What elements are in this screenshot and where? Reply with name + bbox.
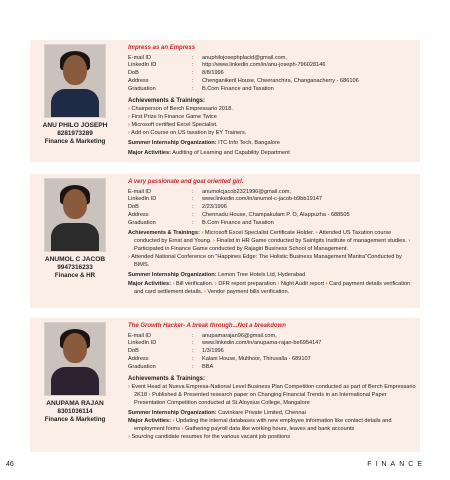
field-row: Address : Chenganikeril House, Cheeranchira, Changanacherry - 686106	[128, 78, 359, 85]
arrow-icon: ›	[203, 288, 206, 295]
arrow-icon: ›	[128, 383, 130, 390]
arrow-icon: ›	[172, 280, 175, 287]
arrow-icon: ›	[201, 230, 204, 237]
arrow-icon: ›	[148, 391, 151, 398]
achievement-item: › First Prize In Finance Game Twice	[128, 113, 217, 120]
profile-photo	[44, 322, 106, 396]
profile-info	[128, 322, 416, 442]
major-activities-line: Major Activities: › Bill verification. › DFR report preparation › Night Audit report › Card payment details verification and card settlement details. › Vendor payment bills verification.	[128, 280, 411, 295]
profile-name: ANUMOL C JACOB	[44, 256, 106, 263]
field-row: LinkedIn ID : www.linkedin.com/in/anupama-rajan-be6954147	[128, 340, 416, 348]
internship-line: Summer Internship Organization: Lemon Tree Hotels Ltd, Hyderabad	[128, 271, 306, 278]
field-row: E-mail ID : anuphilojosephplacid@gmail.com,	[128, 55, 416, 63]
arrow-icon: ›	[128, 129, 130, 136]
arrow-icon: ›	[128, 434, 130, 441]
profile-card-2	[30, 174, 420, 308]
field-row: DoB : 8/8/1996	[128, 70, 224, 77]
major-activity-item: › Sourcing candidate resumes for the various vacant job positions	[128, 434, 291, 441]
field-row: DoB : 2/23/1996	[128, 204, 227, 211]
achievement-item: › Add on Course on US taxation by EY Trainers.	[128, 129, 247, 136]
profile-info	[128, 178, 416, 297]
profile-photo-col	[32, 322, 118, 424]
profile-name: ANUPAMA RAJAN	[46, 400, 104, 407]
profile-phone: 8301036114	[57, 408, 93, 416]
arrow-icon: ›	[128, 113, 130, 120]
field-row: Address : Chennadu House, Champakulam P. O, Alappuzha - 688505	[128, 212, 350, 219]
major-activities-line: Major Activities: › Updating the internal databases with new employee information like contact details and employment forms › Gathering payroll data like working hours, leaves and bank accounts	[128, 418, 392, 433]
achievement-item: › Attended National Conference on "Happines Edge: The Holistic Business Management Mantra"Conducted by BIMS.	[128, 254, 402, 268]
arrow-icon: ›	[128, 254, 130, 261]
email-link[interactable]: anumolcjacob2321996@gmail.com,	[202, 188, 292, 195]
field-row: Graduation : B.Com Finance and Taxation	[128, 220, 274, 227]
arrow-icon: ›	[325, 280, 328, 287]
arrow-icon: ›	[277, 280, 280, 287]
email-link[interactable]: anupamarajan96@gmail.com,	[202, 332, 277, 339]
linkedin-link[interactable]: www.linkedin.com/in/anumol-c-jacob-b9bb19147	[202, 196, 323, 203]
section-label: FINANCE	[367, 461, 426, 468]
field-row: Graduation : B.Com Finance and Taxation	[128, 86, 274, 93]
arrow-icon: ›	[128, 121, 130, 128]
field-row: E-mail ID : anupamarajan96@gmail.com,	[128, 333, 416, 341]
achievements-title: Achievements & Trainings:	[128, 98, 206, 105]
arrow-icon: ›	[213, 238, 215, 245]
internship-line: Summer Internship Organization: Cavinkare Private Limited, Chennai	[128, 409, 306, 416]
arrow-icon: ›	[128, 105, 130, 112]
major-activities-line: Major Activities: Auditing of Learning and Capability Department	[128, 150, 290, 157]
profile-photo	[44, 44, 106, 118]
profile-tagline: A very passionate and goal oriented girl.	[128, 179, 244, 185]
profile-photo-col	[32, 44, 118, 146]
profile-tagline: Impress as an Empress	[128, 45, 196, 51]
achievements-title: Achievements & Trainings:	[128, 376, 206, 383]
profile-department: Finance & HR	[54, 272, 96, 280]
profile-tagline: The Growth Hacker- A break through...Not a breakdown	[128, 323, 286, 329]
profile-card-1	[30, 40, 420, 162]
profile-phone: 9947316233	[57, 264, 93, 272]
arrow-icon: ›	[214, 280, 217, 287]
field-row: DoB : 1/3/1996	[128, 348, 224, 355]
achievement-item: › Event Head at Nueva Empresa-National Level Business Plan Competition conducted as part of Berch Empressario 2K18 › Published & Presented research paper on Changing Financial Trends in an International Paper Presentation Competition conducted at St.Aloysius College, Mangalore	[128, 383, 416, 406]
profile-phone: 8281973289	[57, 130, 93, 138]
profile-info	[128, 44, 416, 158]
profile-department: Finance & Marketing	[44, 416, 106, 424]
arrow-icon: ›	[408, 238, 411, 245]
profile-card-3	[30, 318, 420, 452]
field-row: LinkedIn ID : http://www.linkedin.com/in/anu-joseph-796028146	[128, 62, 416, 70]
internship-line: Summer Internship Organization: ITC Info Tech, Bangalore	[128, 140, 280, 147]
arrow-icon: ›	[172, 418, 175, 425]
linkedin-link[interactable]: http://www.linkedin.com/in/anu-joseph-796028146	[202, 62, 326, 69]
field-row: E-mail ID : anumolcjacob2321996@gmail.com,	[128, 189, 416, 197]
profile-photo-col	[32, 178, 118, 280]
achievements-block: Achievements & Trainings: › Microsoft Excel Specialist Certificate Holder. › Attended US Taxation course conducted by Ernst and Young. › Finalist in HR Game conducted by Saintgits Institute of management studies. › Participated in Finance Game conducted by Rajagiri Business School of Management.	[128, 230, 411, 253]
field-row: Graduation : BBA	[128, 364, 214, 371]
field-row: LinkedIn ID : www.linkedin.com/in/anumol-c-jacob-b9bb19147	[128, 196, 416, 204]
achievement-item: › Chairperson of Berch Empressario 2018.	[128, 105, 233, 112]
linkedin-link[interactable]: www.linkedin.com/in/anupama-rajan-be6954147	[202, 340, 322, 347]
profile-photo	[44, 178, 106, 252]
achievement-item: › Microsoft certified Excel Specialist.	[128, 121, 218, 128]
field-row: Address : Kalani House, Multhoor, Thiruvalla - 689107	[128, 356, 311, 363]
arrow-icon: ›	[315, 230, 318, 237]
page-number: 46	[6, 461, 14, 468]
profile-department: Finance & Marketing	[44, 138, 106, 146]
profile-name: ANU PHILO JOSEPH	[42, 122, 108, 129]
arrow-icon: ›	[181, 426, 184, 433]
email-link[interactable]: anuphilojosephplacid@gmail.com,	[202, 54, 287, 61]
